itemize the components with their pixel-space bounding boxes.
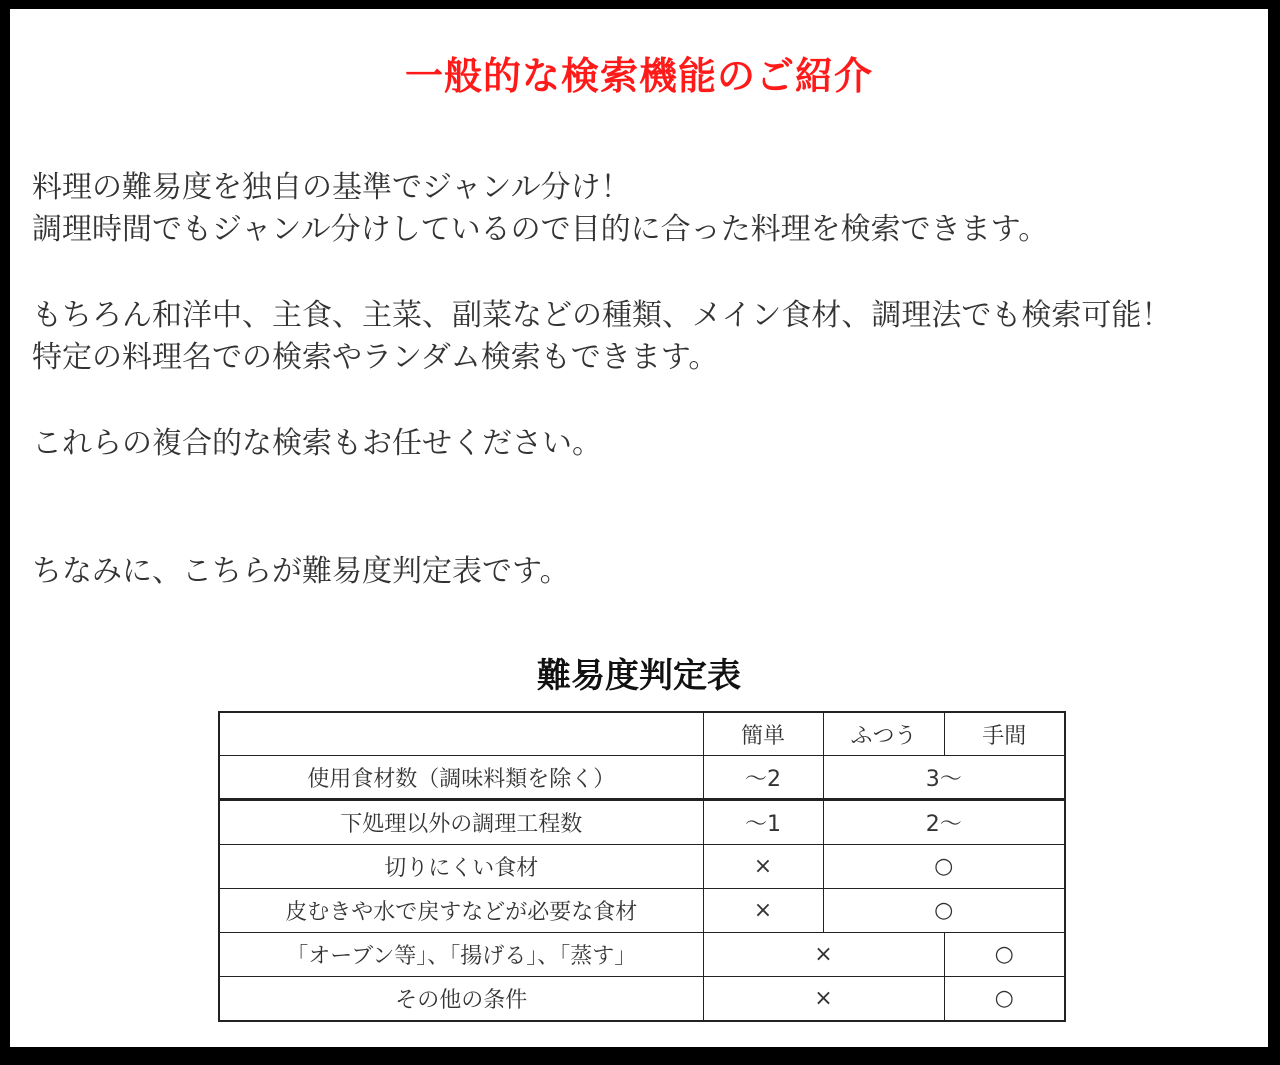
row-normal-hard-value: ○ [823, 845, 1065, 889]
intro-paragraph-combined [32, 423, 602, 465]
row-criteria: 「オーブン等」、「揚げる」、「蒸す」 [219, 933, 703, 977]
row-normal-hard-value: 3～ [823, 756, 1065, 800]
text-line: 特定の料理名での検索やランダム検索もできます。 [32, 340, 719, 375]
text-line: ちなみに、こちらが難易度判定表です。 [32, 554, 570, 589]
header-cell-normal: ふつう [823, 712, 944, 756]
document-page [10, 9, 1268, 1047]
text-line: 調理時間でもジャンル分けしているので目的に合った料理を検索できます。 [32, 212, 1049, 247]
intro-paragraph-table-lead [32, 551, 570, 593]
table-row [219, 889, 1065, 933]
header-cell-hard: 手間 [944, 712, 1065, 756]
row-hard-value: ○ [944, 977, 1065, 1022]
row-criteria: 皮むきや水で戻すなどが必要な食材 [219, 889, 703, 933]
row-easy-normal-value: × [703, 977, 944, 1022]
row-easy-value: ～2 [703, 756, 823, 800]
table-row [219, 977, 1065, 1022]
text-line: もちろん和洋中、主食、主菜、副菜などの種類、メイン食材、調理法でも検索可能！ [32, 298, 1172, 333]
header-cell-easy: 簡単 [703, 712, 823, 756]
row-easy-normal-value: × [703, 933, 944, 977]
table-row [219, 756, 1065, 800]
table-row [219, 845, 1065, 889]
text-line: これらの複合的な検索もお任せください。 [32, 426, 602, 461]
text-line: 料理の難易度を独自の基準でジャンル分け！ [32, 170, 631, 205]
difficulty-table [218, 711, 1066, 1022]
intro-paragraph-categories [32, 295, 1171, 379]
table-header-row [219, 712, 1065, 756]
row-criteria: 切りにくい食材 [219, 845, 703, 889]
row-criteria: その他の条件 [219, 977, 703, 1022]
table-title: 難易度判定表 [537, 656, 741, 696]
page-title: 一般的な検索機能のご紹介 [404, 54, 873, 98]
row-normal-hard-value: ○ [823, 889, 1065, 933]
row-hard-value: ○ [944, 933, 1065, 977]
row-easy-value: × [703, 845, 823, 889]
row-easy-value: ～1 [703, 800, 823, 845]
row-criteria: 使用食材数（調味料類を除く） [219, 756, 703, 800]
row-criteria: 下処理以外の調理工程数 [219, 800, 703, 845]
intro-paragraph-genre [32, 167, 1048, 251]
header-cell-criteria [219, 712, 703, 756]
table-row [219, 800, 1065, 845]
row-easy-value: × [703, 889, 823, 933]
row-normal-hard-value: 2～ [823, 800, 1065, 845]
table-row [219, 933, 1065, 977]
